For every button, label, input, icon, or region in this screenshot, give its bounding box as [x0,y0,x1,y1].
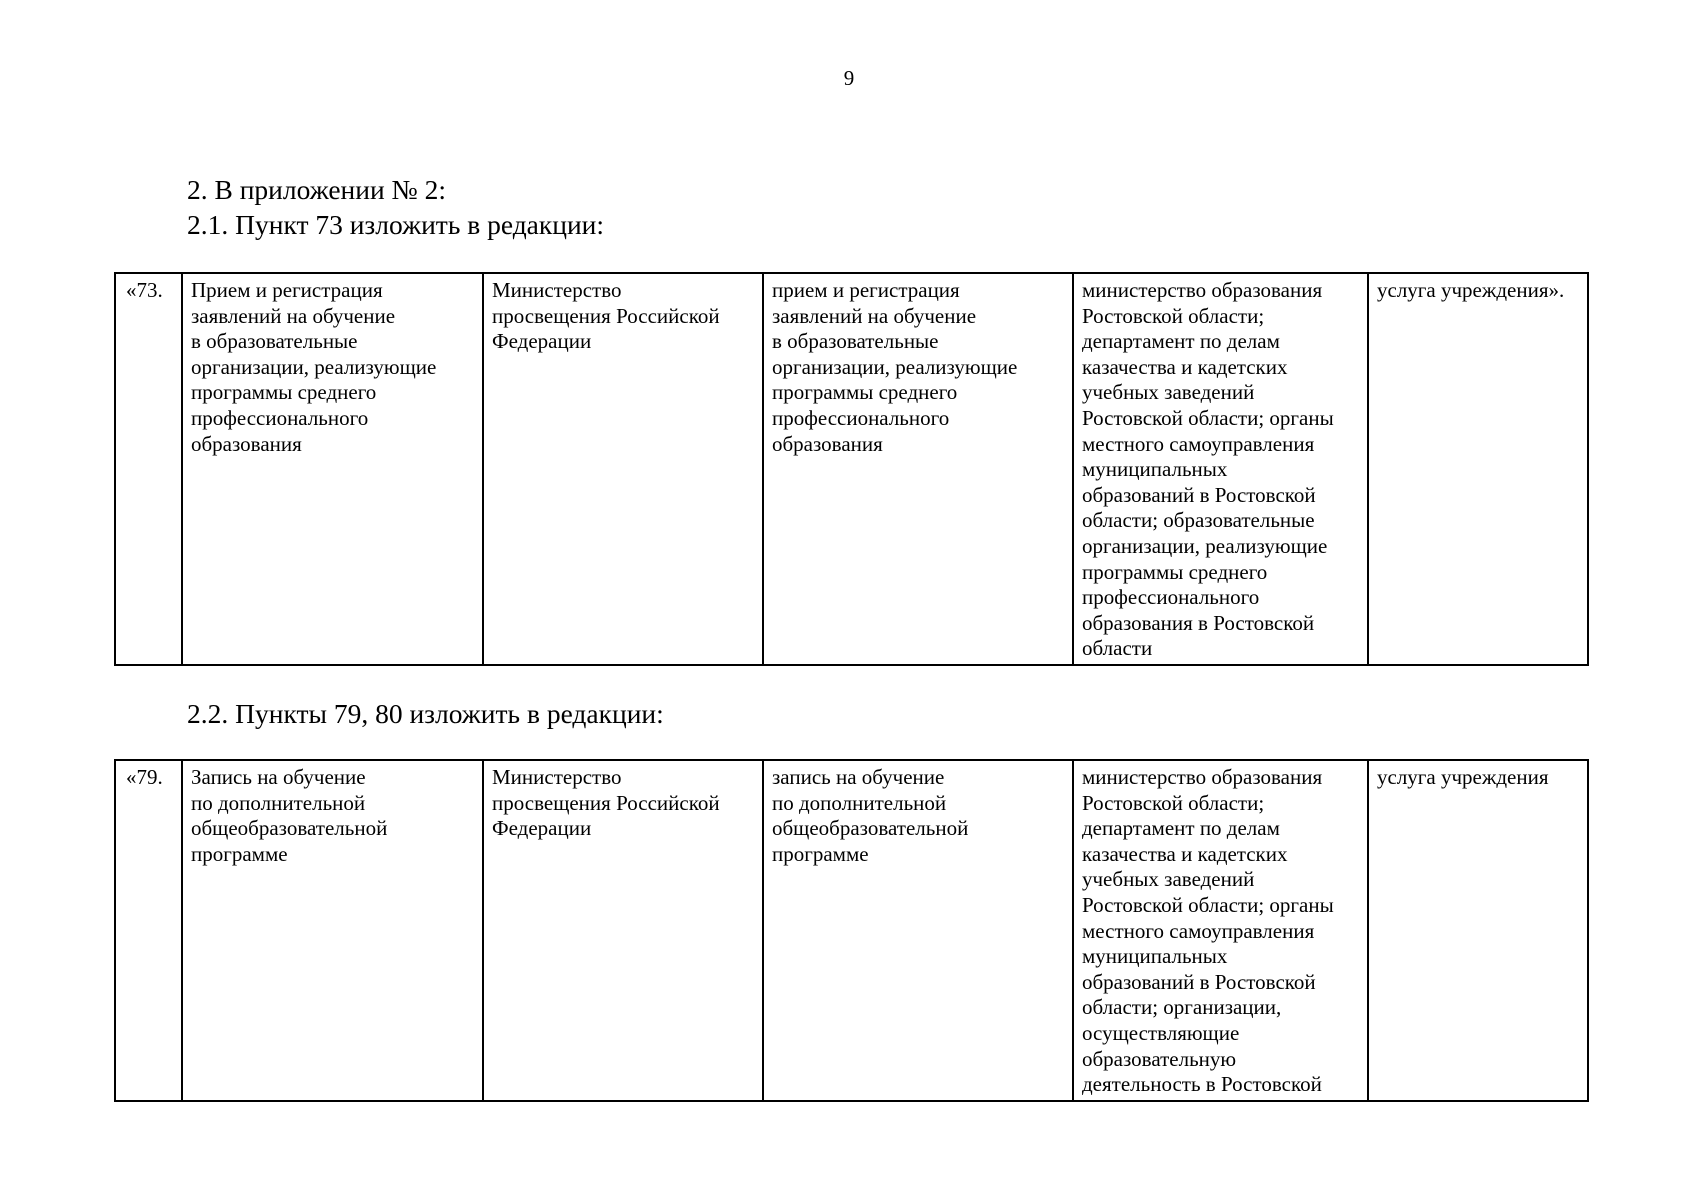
text-line: профессионального [772,405,950,430]
text-line: области [1082,636,1153,661]
federal-authority-cell [483,760,763,1101]
text-line: области; образовательные [1082,508,1315,533]
text-line: образования в Ростовской [1082,610,1315,635]
text-line: образовательную [1082,1046,1237,1071]
text-line: Ростовской области; [1082,790,1265,815]
text-line: министерство образования [1082,765,1323,789]
table-item-73 [114,272,1589,666]
text-line: программы среднего [1082,559,1268,584]
text-line: осуществляющие [1082,1020,1240,1045]
text-line: организации, реализующие [772,354,1018,379]
text-line: департамент по делам [1082,816,1280,841]
text-line: муниципальных [1082,944,1228,969]
service-name-cell [182,273,483,665]
text-line: образования [191,431,302,456]
service-name-cell [182,760,483,1101]
text-line: по дополнительной [772,790,947,815]
text-line: области; организации, [1082,995,1282,1020]
text-line: программе [191,841,288,866]
item-number: «79. [115,760,182,1101]
text-line: Ростовской области; органы [1082,892,1334,917]
responsible-authority-cell [1073,273,1368,665]
text-line: Запись на обучение [191,765,366,789]
item-number: «73. [115,273,182,665]
text-line: программы среднего [772,380,958,405]
text-line: образования [772,431,883,456]
service-type-cell [1368,760,1588,1101]
text-line: заявлений на обучение [772,303,977,328]
service-type-cell [1368,273,1588,665]
regional-service-cell [763,273,1073,665]
text-line: казачества и кадетских [1082,354,1288,379]
text-line: деятельность в Ростовской [1082,1072,1322,1097]
text-line: казачества и кадетских [1082,841,1288,866]
regional-service-cell [763,760,1073,1101]
text-line: учебных заведений [1082,867,1255,892]
text-line: учебных заведений [1082,380,1255,405]
table-row [115,760,1588,1101]
text-line: образований в Ростовской [1082,969,1316,994]
text-line: образований в Ростовской [1082,482,1316,507]
text-line: министерство образования [1082,278,1323,302]
text-line: общеобразовательной [191,816,388,841]
text-line: общеобразовательной [772,816,969,841]
text-line: организации, реализующие [1082,533,1328,558]
table-item-79 [114,759,1589,1102]
page-number: 9 [843,66,855,90]
subsection-heading-2-2: 2.2. Пункты 79, 80 изложить в редакции: [187,698,664,729]
text-line: в образовательные [191,329,358,354]
text-line: местного самоуправления [1082,918,1315,943]
text-line: Министерство [492,765,622,789]
text-line: запись на обучение [772,765,945,789]
text-line: Ростовской области; [1082,303,1265,328]
subsection-heading-2-1: 2.1. Пункт 73 изложить в редакции: [187,209,605,240]
text-line: заявлений на обучение [191,303,396,328]
text-line: прием и регистрация [772,278,960,302]
table-row [115,273,1588,665]
federal-authority-cell [483,273,763,665]
text-line: в образовательные [772,329,939,354]
text-line: Прием и регистрация [191,278,383,302]
text-line: профессионального [1082,585,1260,610]
text-line: муниципальных [1082,457,1228,482]
text-line: департамент по делам [1082,329,1280,354]
text-line: местного самоуправления [1082,431,1315,456]
text-line: программе [772,841,869,866]
text-line: услуга учреждения». [1377,278,1565,302]
text-line: Федерации [492,816,592,841]
text-line: Министерство [492,278,622,302]
responsible-authority-cell [1073,760,1368,1101]
text-line: организации, реализующие [191,354,437,379]
text-line: профессионального [191,405,369,430]
text-line: Ростовской области; органы [1082,405,1334,430]
text-line: программы среднего [191,380,377,405]
text-line: по дополнительной [191,790,366,815]
text-line: услуга учреждения [1377,765,1549,789]
section-heading-appendix: 2. В приложении № 2: [187,174,447,205]
text-line: просвещения Российской [492,303,720,328]
text-line: Федерации [492,329,592,354]
text-line: просвещения Российской [492,790,720,815]
